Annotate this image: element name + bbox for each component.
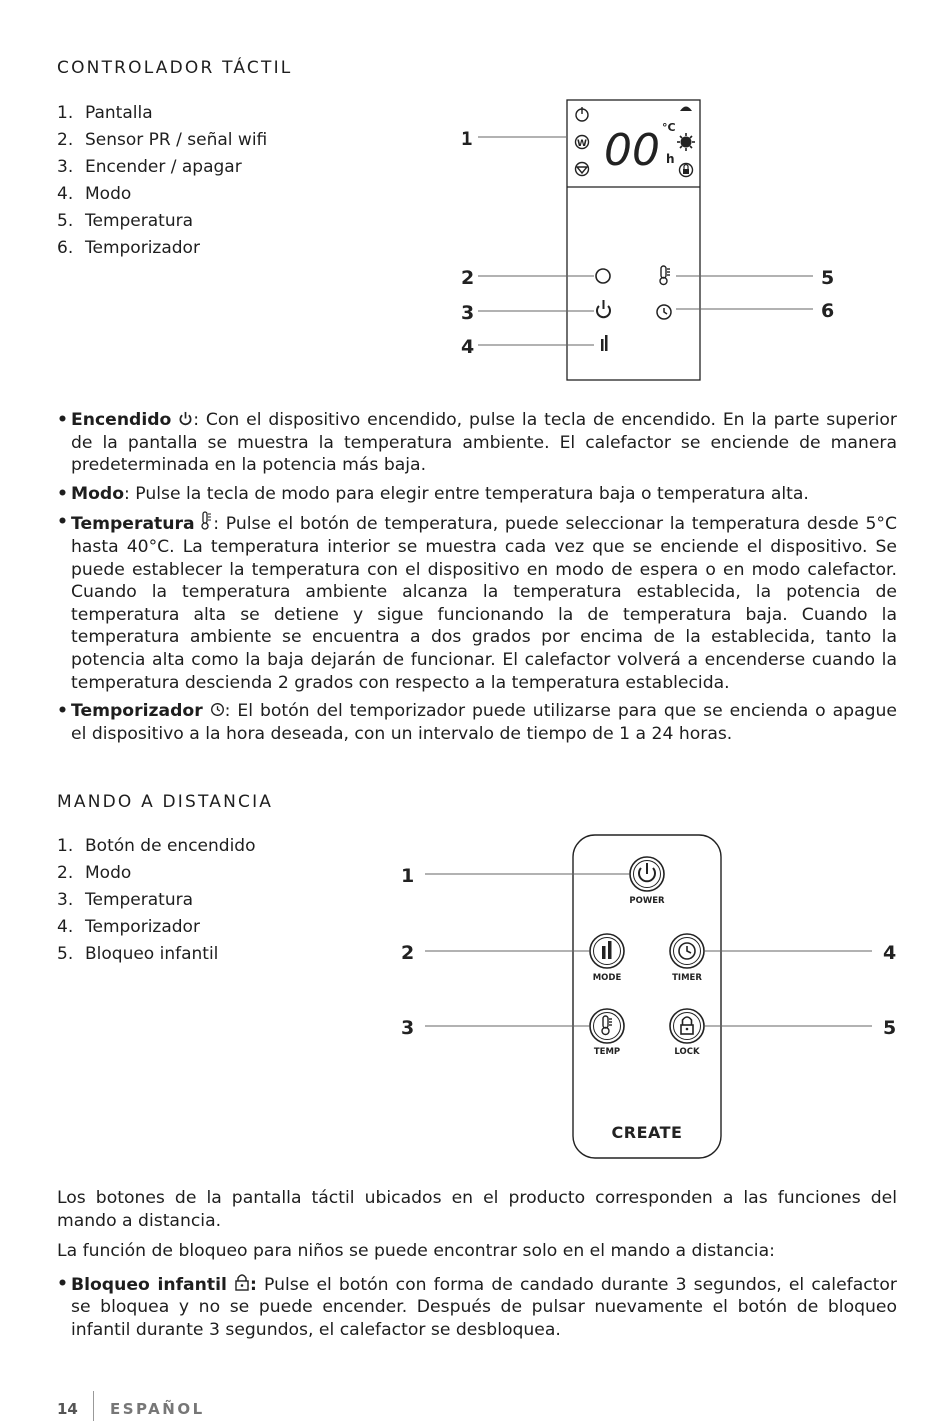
- term-modo: Modo: [71, 483, 125, 504]
- remote-diagram: [390, 830, 910, 1165]
- callout-6: 6: [821, 300, 835, 322]
- remote-section-title: MANDO A DISTANCIA: [57, 792, 274, 812]
- callout-1: 1: [461, 128, 473, 150]
- remote-callout-3: 3: [401, 1017, 415, 1039]
- bullet-modo: • Modo: Pulse la tecla de modo para elegir entre temperatura baja o temperatura alta.: [57, 483, 897, 506]
- callout-2: 2: [461, 267, 475, 289]
- wifi-small-icon: [576, 136, 589, 150]
- page-number: 14: [57, 1400, 78, 1418]
- display-digits: 00: [604, 125, 660, 176]
- closing-text: [57, 1187, 897, 1348]
- callout-4: 4: [461, 336, 475, 358]
- mode-icon: [601, 335, 608, 351]
- touch-functions-text: [57, 409, 897, 751]
- footer-divider: [93, 1391, 94, 1421]
- heat-high-icon: [677, 133, 695, 151]
- bullet-bloqueo: • Bloqueo infantil : Pulse el botón con forma de candado durante 3 segundos, el calefactor se bloquea y no se puede encender. Después de pulsar nuevamente el botón de bloqueo infantil durante 3 segundos, el calefactor se desbloquea.: [57, 1273, 897, 1342]
- term-temporizador: Temporizador: [71, 701, 203, 722]
- touch-panel-diagram: [440, 95, 860, 385]
- power-icon: [178, 411, 193, 426]
- lock-label: LOCK: [674, 1047, 700, 1057]
- mode-label: MODE: [592, 973, 622, 983]
- closing-paragraph-2: La función de bloqueo para niños se puede encontrar solo en el mando a distancia:: [57, 1241, 775, 1262]
- bullet-temperatura: • Temperatura : Pulse el botón de temperatura, puede seleccionar la temperatura desde 5°C hasta 40°C. La temperatura interior se muestra cada vez que se enciende el dispositivo. Se puede establecer la temperatura con el dispositivo en modo de espera o en modo calefactor. Cuando la temperatura ambiente alcanza la temperatura establecida, la potencia de temperatura alta se detiene y sigue funcionando la de temperatura baja. Cuando la temperatura ambiente se encuentra a dos grados por encima de la establecida, tanto la potencia alta como la baja dejarán de funcionar. El calefactor volverá a encenderse cuando la temperatura descienda 2 grados con respecto a la temperatura establecida.: [57, 511, 897, 694]
- display-unit-celsius: °C: [662, 121, 676, 134]
- term-encendido: Encendido: [71, 410, 172, 430]
- callout-3: 3: [461, 302, 475, 324]
- remote-callout-1: 1: [401, 865, 415, 887]
- list-item: 2. Sensor PR / señal wifi: [57, 130, 268, 150]
- list-item: 5. Bloqueo infantil: [57, 944, 219, 964]
- thermometer-icon: [201, 511, 213, 531]
- list-item: 3. Temperatura: [57, 890, 194, 910]
- remote-callout-4: 4: [883, 942, 897, 964]
- bullet-temporizador: • Temporizador : El botón del temporizador puede utilizarse para que se encienda o apague el dispositivo a la hora deseada, con un intervalo de tiempo de 1 a 24 horas.: [57, 700, 897, 745]
- closing-paragraph-1: Los botones de la pantalla táctil ubicados en el producto corresponden a las funciones del mando a distancia.: [57, 1188, 897, 1231]
- power-small-icon: [576, 107, 588, 121]
- remote-callout-5: 5: [883, 1017, 897, 1039]
- remote-timer-button: [670, 934, 704, 983]
- power-label: POWER: [629, 896, 665, 906]
- sensor-icon: [596, 269, 610, 283]
- remote-power-button: [629, 857, 665, 906]
- footer-language: ESPAÑOL: [110, 1400, 205, 1418]
- list-item: 1. Pantalla: [57, 103, 153, 123]
- remote-callout-2: 2: [401, 942, 415, 964]
- thermometer-icon: [602, 1016, 612, 1035]
- list-item: 5. Temperatura: [57, 211, 194, 231]
- list-item: 2. Modo: [57, 863, 132, 883]
- thermometer-icon: [660, 266, 670, 285]
- heat-low-icon: [680, 107, 692, 112]
- lock-icon: [234, 1273, 250, 1292]
- term-temperatura: Temperatura: [71, 514, 195, 535]
- mode-icon: [602, 946, 606, 959]
- remote-parts-list: [57, 833, 387, 968]
- power-icon: [597, 300, 610, 317]
- svg-text:W: W: [577, 139, 587, 149]
- lock-icon: [681, 1017, 693, 1034]
- list-item: 4. Temporizador: [57, 917, 200, 937]
- list-item: 6. Temporizador: [57, 238, 200, 258]
- remote-mode-button: [590, 934, 624, 983]
- timer-icon: [210, 702, 225, 717]
- list-item: 4. Modo: [57, 184, 132, 204]
- touch-parts-list: [57, 100, 387, 262]
- remote-body: [573, 835, 721, 1158]
- list-item: 3. Encender / apagar: [57, 157, 242, 177]
- callout-5: 5: [821, 267, 835, 289]
- list-item: 1. Botón de encendido: [57, 836, 256, 856]
- display-unit-hours: h: [666, 152, 675, 166]
- term-bloqueo: Bloqueo infantil: [71, 1274, 227, 1295]
- lock-small-icon: [680, 164, 693, 177]
- temp-label: TEMP: [593, 1047, 621, 1057]
- timer-label: TIMER: [672, 973, 702, 983]
- timer-icon: [657, 305, 671, 319]
- bullet-encendido: • Encendido : Con el dispositivo encendido, pulse la tecla de encendido. En la parte superior de la pantalla se muestra la temperatura ambiente. El calefactor se enciende de manera predeterminada en la potencia más baja.: [57, 409, 897, 477]
- remote-temp-button: [590, 1009, 624, 1057]
- remote-lock-button: [670, 1009, 704, 1057]
- touch-section-title: CONTROLADOR TÁCTIL: [57, 58, 293, 78]
- brand-logo: CREATE: [611, 1123, 683, 1142]
- sensor-small-icon: [576, 163, 589, 176]
